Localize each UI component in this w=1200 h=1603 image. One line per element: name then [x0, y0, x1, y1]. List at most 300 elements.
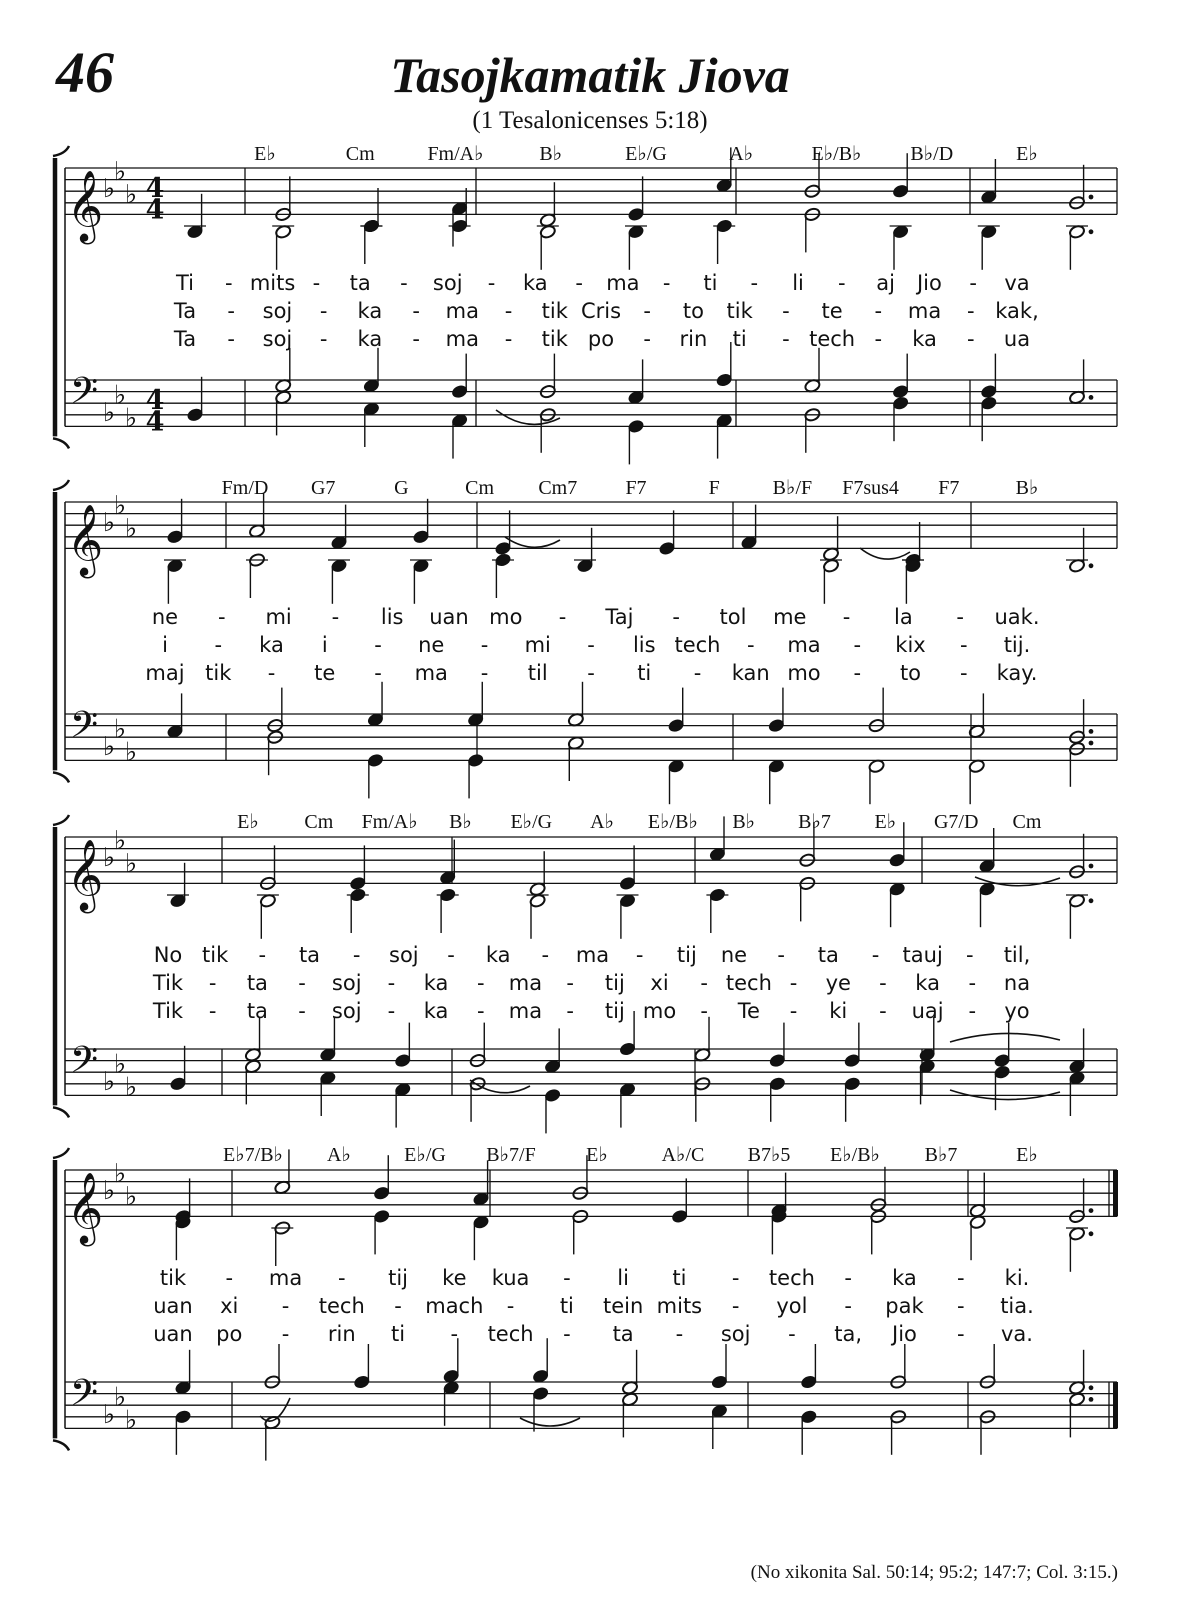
dot [1089, 563, 1094, 568]
note [246, 552, 268, 598]
chord-symbol: E♭ [1016, 1144, 1038, 1166]
note [275, 348, 292, 394]
lyric-hyphen: - [956, 1322, 965, 1346]
lyric-hyphen: - [672, 605, 680, 629]
lyric-syllable: ta [246, 999, 268, 1023]
footnote: (No xikonita Sal. 50:14; 95:2; 147:7; Col. 3:15.) [750, 1562, 1118, 1583]
chord-symbol: B♭ [449, 811, 472, 833]
key-flat-icon: ♭ [113, 1382, 127, 1413]
chord-symbol: F7sus4 [842, 477, 899, 499]
lyric-syllable: tij [604, 999, 625, 1023]
slur [950, 1033, 1060, 1042]
note [627, 419, 644, 465]
dot [1089, 229, 1094, 234]
lyric-hyphen: - [746, 633, 755, 657]
key-flat-icon: ♭ [124, 849, 138, 879]
lyric-hyphen: - [412, 327, 420, 351]
treble-staff [65, 826, 1117, 914]
lyric-hyphen: - [731, 1266, 740, 1290]
chord-symbol: B♭7/F [486, 1144, 536, 1166]
note [716, 342, 733, 388]
lyric-syllable: tein [602, 1294, 644, 1318]
bass-staff [65, 370, 1117, 438]
chord-symbol: E♭ [237, 811, 259, 833]
lyric-syllable: to [682, 299, 704, 323]
lyric-verse-3 [173, 327, 1030, 351]
lyric-hyphen: - [789, 971, 798, 995]
lyric-syllable: tech [487, 1322, 534, 1346]
lyric-verse-1 [152, 605, 1040, 629]
key-flat-icon: ♭ [124, 180, 138, 210]
bracket-hook-top [53, 146, 69, 156]
lyric-hyphen: - [374, 633, 382, 657]
lyric-syllable: mach [425, 1294, 484, 1318]
lyric-hyphen: - [477, 999, 485, 1023]
lyric-syllable: Ta [173, 327, 197, 351]
lyric-hyphen: - [566, 999, 574, 1023]
lyric-hyphen: - [480, 633, 489, 657]
bracket-hook-top [53, 1148, 69, 1158]
lyric-hyphen: - [635, 943, 644, 967]
lyric-syllable: va. [1001, 1322, 1033, 1346]
bass-clef-icon: 𝄢 [69, 1372, 99, 1424]
dot [1089, 741, 1094, 746]
bracket-hook-top [53, 480, 69, 490]
note [451, 354, 468, 400]
note [804, 207, 821, 253]
lyric-hyphen: - [504, 327, 513, 351]
note [706, 887, 728, 933]
chord-symbol: B♭ [732, 811, 756, 833]
lyric-syllable: ma [445, 327, 479, 351]
note [167, 863, 189, 909]
hymn-title: Tasojkamatik Jiova [390, 47, 790, 103]
note [166, 499, 183, 545]
note [1068, 1028, 1085, 1074]
lyric-hyphen: - [587, 661, 595, 685]
lyric-hyphen: - [558, 605, 567, 629]
scripture-reference: (1 Tesalonicenses 5:18) [472, 107, 708, 134]
note [969, 1173, 986, 1219]
key-flat-icon: ♭ [102, 174, 116, 205]
lyric-syllable: na [1003, 971, 1031, 995]
lyric-hyphen: - [477, 971, 485, 995]
lyric-hyphen: - [258, 943, 267, 967]
note [713, 218, 735, 264]
lyric-syllable: soj [389, 943, 419, 967]
key-flat-icon: ♭ [102, 1176, 116, 1207]
lyric-syllable: tauj [902, 943, 943, 967]
note [709, 816, 726, 862]
treble-clef-icon: 𝄞 [66, 837, 104, 911]
note [979, 1409, 996, 1455]
dot [1089, 1397, 1094, 1402]
note [868, 759, 885, 805]
note [919, 1017, 936, 1063]
note [244, 1017, 261, 1063]
note [1068, 1350, 1093, 1396]
chord-symbol: E♭/B♭ [647, 811, 698, 833]
note [186, 377, 203, 423]
note [844, 1023, 861, 1069]
bass-clef-icon: 𝄢 [69, 1039, 99, 1091]
lyric-syllable: Jio [916, 271, 942, 295]
lyric-syllable: uan [429, 605, 469, 629]
lyric-verse-2 [153, 1294, 1034, 1318]
note [184, 194, 206, 240]
lyric-hyphen: - [208, 971, 217, 995]
lyric-hyphen: - [394, 1294, 402, 1318]
dot [1089, 864, 1094, 869]
lyric-syllable: ke [442, 1266, 467, 1290]
lyric-syllable: lis [380, 605, 404, 629]
lyric-syllable: ka [259, 633, 284, 657]
note [267, 730, 284, 776]
system [53, 1144, 1093, 1461]
note [539, 354, 556, 400]
lyric-syllable: ma [445, 299, 479, 323]
note [980, 159, 997, 205]
lyric-hyphen: - [563, 1322, 571, 1346]
note [412, 499, 429, 545]
note [889, 882, 906, 928]
lyric-syllable: rin [679, 327, 708, 351]
lyric-hyphen: - [387, 999, 396, 1023]
note [667, 688, 684, 734]
lyric-hyphen: - [844, 1294, 852, 1318]
note [319, 1070, 336, 1116]
key-flat-icon: ♭ [113, 156, 127, 187]
note [617, 893, 639, 939]
dot [1089, 395, 1094, 400]
lyric-hyphen: - [225, 1266, 234, 1290]
lyric-syllable: kay. [996, 661, 1038, 685]
lyric-hyphen: - [227, 327, 236, 351]
lyric-hyphen: - [777, 943, 785, 967]
note [439, 840, 456, 886]
note [768, 759, 785, 805]
chord-symbol: Cm [465, 477, 495, 499]
lyric-syllable: ka [423, 971, 449, 995]
note [1068, 834, 1093, 880]
key-flat-icon: ♭ [124, 737, 138, 768]
lyric-syllable: po [216, 1322, 243, 1346]
lyric-syllable: ma [508, 971, 543, 995]
time-signature-bottom: 4 [145, 194, 165, 226]
lyric-hyphen: - [956, 1294, 965, 1318]
note [1068, 165, 1093, 211]
chord-symbol: B♭/F [772, 477, 813, 499]
note [978, 224, 1000, 270]
lyric-syllable: kak, [995, 299, 1039, 323]
note [980, 354, 997, 400]
note [902, 558, 924, 604]
lyric-syllable: tij. [1003, 633, 1031, 657]
note [472, 1161, 489, 1207]
lyric-syllable: Cris [580, 299, 622, 323]
lyric-hyphen: - [208, 999, 217, 1023]
note [537, 224, 559, 270]
note [469, 1076, 486, 1122]
lyric-hyphen: - [587, 633, 595, 657]
note [169, 1046, 186, 1092]
note [494, 510, 511, 556]
note [658, 510, 675, 556]
treble-clef-icon: 𝄞 [66, 502, 104, 576]
key-flat-icon: ♭ [124, 1182, 138, 1212]
note [164, 558, 186, 604]
chord-symbol: A♭ [590, 811, 615, 833]
lyric-hyphen: - [966, 327, 975, 351]
note [328, 558, 350, 604]
time-signature-top: 4 [145, 172, 165, 204]
lyric-hyphen: - [643, 299, 652, 323]
note [567, 682, 584, 728]
lyric-syllable: ne [418, 633, 445, 657]
treble-staff [65, 157, 1117, 245]
lyric-hyphen: - [969, 271, 977, 295]
lyric-hyphen: - [966, 943, 974, 967]
dot [1089, 1231, 1094, 1236]
lyric-hyphen: - [842, 605, 851, 629]
treble-staff [65, 1159, 1118, 1247]
chord-symbol: B♭7 [924, 1144, 958, 1166]
note [527, 893, 549, 939]
lyric-hyphen: - [447, 943, 455, 967]
lyric-syllable: mo [489, 605, 523, 629]
lyric-syllable: tik [541, 299, 568, 323]
note [467, 753, 484, 799]
chord-symbol: A♭ [327, 1144, 351, 1166]
chord-symbol: E♭ [874, 811, 897, 833]
note [544, 1028, 561, 1074]
final-barline-thick [1113, 1382, 1118, 1428]
lyric-syllable: tech [674, 633, 721, 657]
lyric-verse-1 [154, 943, 1031, 967]
lyric-hyphen: - [225, 271, 233, 295]
chord-symbol: E♭/B♭ [811, 143, 862, 165]
lyric-hyphen: - [643, 327, 652, 351]
note [671, 1178, 688, 1224]
note [248, 493, 265, 539]
lyric-syllable: Jio [892, 1322, 917, 1346]
lyric-hyphen: - [400, 271, 408, 295]
slur [505, 537, 560, 547]
note [363, 401, 380, 447]
key-flat-icon: ♭ [124, 514, 138, 544]
lyric-syllable: ma [606, 271, 640, 295]
lyric-hyphen: - [338, 1266, 346, 1290]
treble-clef-icon: 𝄞 [66, 1170, 104, 1244]
key-flat-icon: ♭ [113, 380, 127, 411]
lyric-hyphen: - [871, 943, 880, 967]
lyric-verse-3 [152, 999, 1030, 1023]
key-flat-icon: ♭ [124, 403, 138, 434]
system [53, 811, 1093, 1133]
chord-symbol: E♭ [586, 1144, 608, 1166]
lyric-syllable: ma [787, 633, 821, 657]
note [574, 528, 596, 574]
lyric-syllable: maj [145, 661, 185, 685]
note [870, 1167, 887, 1213]
note [799, 876, 816, 922]
note [621, 1350, 638, 1396]
lyric-syllable: ka [357, 299, 383, 323]
chord-symbol: E♭7/B♭ [223, 1144, 283, 1166]
note [394, 1023, 411, 1069]
lyric-syllable: uan [153, 1294, 193, 1318]
note [174, 1215, 191, 1261]
note [319, 1017, 336, 1063]
note [451, 413, 468, 459]
lyric-hyphen: - [879, 999, 887, 1023]
lyric-syllable: tij [676, 943, 697, 967]
note [257, 893, 279, 939]
chord-symbol: Cm [304, 811, 334, 833]
note [694, 1076, 711, 1122]
chord-symbol: F [708, 477, 720, 499]
note [800, 1344, 817, 1390]
chord-symbol: E♭ [1016, 143, 1038, 165]
lyric-syllable: ka [912, 327, 937, 351]
note [174, 1350, 191, 1396]
note [800, 1409, 817, 1455]
lyric-hyphen: - [874, 299, 883, 323]
note [1066, 528, 1093, 574]
note [979, 1344, 996, 1390]
lyric-syllable: ta, [834, 1322, 863, 1346]
lyric-syllable: ka [915, 971, 940, 995]
bracket-hook-top [53, 815, 69, 825]
lyric-syllable: soj [432, 271, 463, 295]
lyric-hyphen: - [675, 1322, 684, 1346]
lyric-hyphen: - [844, 1266, 852, 1290]
lyric-syllable: ti [559, 1294, 574, 1318]
note [993, 1065, 1010, 1111]
note [394, 1082, 411, 1128]
chord-symbol: B♭7 [798, 811, 831, 833]
lyric-syllable: xi [650, 971, 669, 995]
lyric-hyphen: - [968, 971, 977, 995]
lyric-syllable: aj [876, 271, 895, 295]
lyric-syllable: tech [318, 1294, 365, 1318]
lyric-syllable: mo [787, 661, 821, 685]
note [472, 1215, 489, 1261]
key-flat-icon: ♭ [102, 1066, 116, 1097]
note [1068, 1178, 1093, 1224]
key-flat-icon: ♭ [124, 1072, 138, 1103]
lyric-syllable: ti [703, 271, 718, 295]
lyric-syllable: te [314, 661, 336, 685]
lyric-hyphen: - [218, 605, 226, 629]
lyric-verse-2 [162, 633, 1030, 657]
lyric-syllable: pak [885, 1294, 924, 1318]
lyric-syllable: ma [414, 661, 448, 685]
lyric-syllable: ma [575, 943, 610, 967]
key-flat-icon: ♭ [113, 1158, 127, 1189]
note [272, 224, 294, 270]
key-flat-icon: ♭ [102, 508, 116, 539]
key-flat-icon: ♭ [102, 397, 116, 428]
lyric-hyphen: - [956, 605, 964, 629]
note [993, 1023, 1010, 1069]
lyric-syllable: lis [632, 633, 656, 657]
lyric-hyphen: - [693, 661, 702, 685]
note [667, 759, 684, 805]
lyric-syllable: li [617, 1266, 629, 1290]
chord-symbol: Cm7 [538, 477, 578, 499]
note [271, 1220, 293, 1266]
chord-symbol: F7 [938, 477, 960, 499]
key-flat-icon: ♭ [102, 731, 116, 762]
note [567, 735, 584, 781]
note [770, 1209, 787, 1255]
note [349, 845, 366, 891]
lyric-hyphen: - [563, 1266, 571, 1290]
bass-clef-icon: 𝄢 [69, 704, 99, 756]
note [367, 682, 384, 728]
note [529, 851, 546, 897]
chord-symbol: Fm/D [221, 477, 269, 499]
lyric-hyphen: - [227, 299, 236, 323]
lyric-syllable: po [587, 327, 615, 351]
lyric-hyphen: - [506, 1294, 515, 1318]
chord-symbol: G7 [310, 477, 336, 499]
lyric-hyphen: - [789, 999, 798, 1023]
lyric-syllable: Ta [173, 299, 197, 323]
lyric-syllable: tij [604, 971, 625, 995]
lyric-syllable: ta [349, 271, 371, 295]
note [1068, 1070, 1085, 1116]
note [740, 505, 757, 551]
chord-symbol: B♭/D [910, 143, 954, 165]
note [804, 407, 821, 453]
lyric-syllable: ka [892, 1266, 917, 1290]
time-signature-top: 4 [145, 384, 165, 416]
note [769, 1023, 786, 1069]
note [844, 1076, 861, 1122]
lyric-syllable: i [162, 633, 168, 657]
note [539, 407, 556, 453]
lyric-syllable: ma [268, 1266, 303, 1290]
lyric-syllable: ti [391, 1322, 406, 1346]
lyric-verse-1 [160, 1266, 1029, 1290]
lyric-hyphen: - [281, 1322, 290, 1346]
chord-symbol: B♭ [539, 143, 563, 165]
key-flat-icon: ♭ [113, 490, 127, 521]
lyric-hyphen: - [214, 633, 223, 657]
lyric-hyphen: - [319, 327, 328, 351]
chord-symbol: Fm/A♭ [427, 143, 484, 165]
bracket-hook-bottom [53, 1440, 69, 1450]
lyric-syllable: ka [485, 943, 511, 967]
note [769, 1076, 786, 1122]
note [890, 1409, 907, 1455]
lyric-syllable: soj [720, 1322, 751, 1346]
note [980, 396, 997, 442]
chord-symbol: E♭/B♭ [830, 1144, 880, 1166]
key-flat-icon: ♭ [113, 1049, 127, 1080]
note [890, 224, 912, 270]
key-flat-icon: ♭ [102, 1399, 116, 1430]
note [469, 1023, 486, 1069]
bass-staff [65, 1372, 1118, 1435]
lyric-syllable: i [321, 633, 328, 657]
note [373, 1209, 390, 1255]
lyric-syllable: tia. [1000, 1294, 1034, 1318]
lyric-syllable: ki [829, 999, 848, 1023]
note [367, 753, 384, 799]
